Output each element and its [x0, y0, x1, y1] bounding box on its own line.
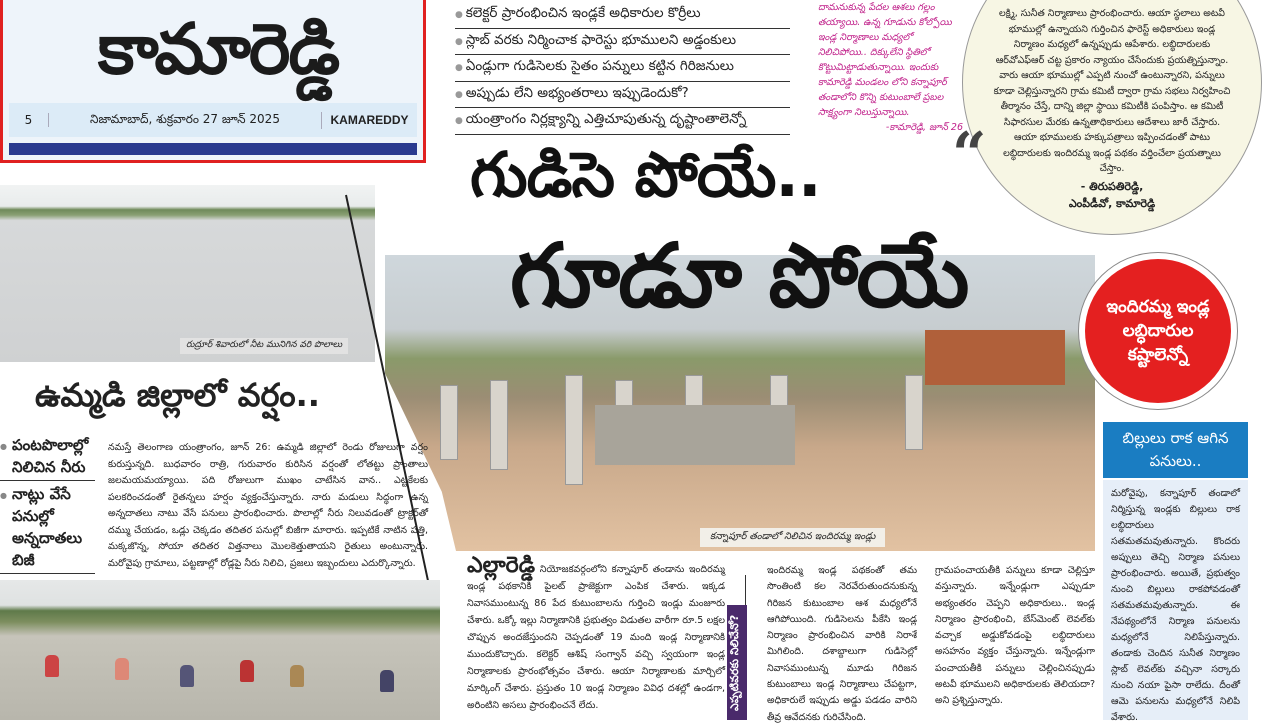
- quote-designation: ఎంపీడీవో, కామారెడ్డి: [1068, 196, 1156, 210]
- red-badge-text: ఇందిరమ్మ ఇండ్ల లబ్ధిదారుల కష్టాలెన్నో: [1085, 259, 1231, 403]
- sidebar-heading: బిల్లులు రాక ఆగిన పనులు..: [1103, 422, 1248, 478]
- rain-headline: ఉమ్మడి జిల్లాలో వర్షం..: [35, 376, 320, 414]
- masthead: [0, 0, 426, 163]
- intro-text: దామనుకున్న పేదల ఆశలు గల్లం తయ్యాయి. ఉన్న గూడును కోల్పోయి ఇండ్ల నిర్మాణాలు మధ్యలో నిలిచిపోయి.. దిక్కులేని స్థితిలో కొట్టుమిట్టాడుతున్నాయి. ఇందుకు కామారెడ్డి మండలం లోని కన్నాపూర్ తండాలోని కొన్ని కుటుంబాలే ప్రబల సాక్ష్యంగా నిలుస్తున్నాయి.: [818, 2, 952, 118]
- rain-point: ● పంటపొలాల్లో నిలిచిన నీరు: [0, 432, 95, 481]
- sidebar-text: మరోవైపు, కన్నాపూర్ తండాలో నిర్మిస్తున్న ఇండ్లకు బిల్లులు రాక లబ్ధిదారులు సతమతమవుతున్నారు. కొందరు అప్పులు తెచ్చి నిర్మాణ పనులు ప్రారంభించారు. అయితే, ప్రభుత్వం నుంచి బిల్లులు రాకపోవడంతో సతమతమవుతున్నారు. ఈ నేపథ్యంలోనే నిర్మాణ పనులను మధ్యలోనే నిలిపేస్తున్నారు. తండాకు చెందిన సునీత నిర్మాణం స్లాబ్ లెవల్‌కు వచ్చినా సర్కారు నుంచి నయా పైసా రాలేదు. దీంతో ఆమె పనులను మధ్యలోనే నిలిపి వేశారు.: [1103, 480, 1248, 720]
- newspaper-logo: కామారెడ్డి: [97, 8, 339, 90]
- quote-box: [962, 0, 1262, 235]
- article-column-2: ఇందిరమ్మ ఇండ్ల పథకంతో తమ సొంతింటి కల నెరవేరుతుందనుకున్న గిరిజన కుటుంబాల ఆశ మధ్యలోనే ఆగిపోయింది. గుడిసెలను పీకేసి ఇండ్ల నిర్మాణం ప్రారంభించిన వారికి నిరాశే మిగిలింది. దశాబ్దాలుగా గుడిసెల్లో నివాసముంటున్న మూడు గిరిజన కుటుంబాలు ఇండ్ల నిర్మాణాలు చేపట్టగా, అధికారులే ఇప్పుడు అడ్డు పడడం వారిని తీవ్ర ఆవేదనకు గురిచేసింది.: [767, 565, 917, 723]
- edition-info-bar: [9, 103, 417, 137]
- rain-point: ● నాట్లు వేసే పనుల్లో అన్నదాతలు బిజీ: [0, 481, 95, 574]
- masthead-bar: [9, 143, 417, 155]
- edition-name: KAMAREDDY: [330, 113, 409, 127]
- page-number: 5: [9, 113, 49, 127]
- quote-text: లక్ష్మి, సునీత నిర్మాణాలు ప్రారంభించారు. ఆయా స్థలాలు అటవీ భూముల్లో ఉన్నాయని గుర్తించిన ఫారెస్ట్ అధికారులు ఇండ్ల నిర్మాణం మధ్యలో ఉన్నప్పుడు ఆపేశారు. లబ్ధిదారులకు ఆర్‌వోఎఫ్ఆర్ చట్ట ప్రకారం న్యాయం చేసేందుకు ప్రయత్నిస్తున్నాం. వారు ఆయా భూముల్లో ఎప్పటి నుంచో ఉంటున్నారని, పన్నులు కూడా చెల్లిస్తున్నారని గ్రామ కమిటీ ద్వారా గ్రామ సభలు నిర్వహించి తీర్మానం చేస్తే, దాన్ని జిల్లా స్థాయి కమిటీకి పంపిస్తాం. ఆ కమిటీ సిఫారసుల మేరకు ఉన్నతాధికారులు ఆదేశాలు జారీ చేస్తారు. ఆయా భూములకు హక్కుపత్రాలు ఇప్పించడంతో పాటు లబ్ధిదారులకు ఇందిరమ్మ ఇండ్ల పథకం వర్తించేలా ప్రయత్నాలు చేస్తాం.: [993, 8, 1231, 174]
- dateline: నిజామాబాద్, శుక్రవారం 27 జూన్ 2025: [49, 112, 322, 129]
- paddy-planting-photo: [0, 580, 440, 720]
- bullet-item: ● ఏండ్లుగా గుడిసెలకు సైతం పన్నులు కట్టిన గిరిజనులు: [455, 55, 790, 82]
- headline-primary: గుడిసె పోయే..: [470, 138, 821, 211]
- bullet-item: ● కలెక్టర్ ప్రారంభించిన ఇండ్లకే అధికారుల కొర్రీలు: [455, 2, 790, 29]
- headline-secondary: గూడూ పోయే: [510, 224, 968, 327]
- rain-body: నమస్తే తెలంగాణ యంత్రాంగం, జూన్ 26: ఉమ్మడి జిల్లాలో రెండు రోజులుగా వర్షం కురుస్తున్నది. బుధవారం రాత్రి, గురువారం కురిసిన వర్షంతో లోతట్టు ప్రాంతాలు జలమయమయ్యాయి. పది రోజులుగా ముఖం చాటేసిన వాన.. ఎట్టకేలకు పలకరించడంతో రైతన్నలు హర్షం వ్యక్తంచేస్తున్నారు. నారు మడులు సిద్ధంగా ఉన్న అన్నదాతలు నాటు వేసే పనులు ప్రారంభించారు. పొలాల్లో నీరు నిలువడంతో ట్రాక్టర్‌తో దమ్ము చేయడం, ఒడ్లు చెక్కడం తదితర పనుల్లో బిజీగా మారారు. ఇప్పటికే నాటిన పత్తి, మక్కజొన్న, సోయా తదితర విత్తనాలు మొలకెత్తుతాయని రైతులు అంటున్నారు. మరోవైపు గ్రామాలు, పట్టణాల్లో రోడ్లపై నీరు నిలిచి, ప్రజలు ఇబ్బందులు ఎదుర్కొన్నారు.: [108, 442, 428, 569]
- intro-signoff: -కామారెడ్డి, జూన్ 26: [885, 122, 963, 133]
- bullet-item: ● అప్పుడు లేని అభ్యంతరాలు ఇప్పుడెందుకో?: [455, 82, 790, 109]
- quote-name: - తిరుపతిరెడ్డి,: [1080, 179, 1144, 193]
- vertical-label: ఎప్పటివరకు నిలిచేనో?: [727, 605, 747, 720]
- headline-bullets: [455, 2, 790, 135]
- article-col1-text: నియోజకవర్గంలోని కన్నాపూర్ తండాను ఇందిరమ్మ ఇండ్ల పథకానికి పైలట్ ప్రాజెక్టుగా ఎంపిక చేశారు. ఇక్కడ నివాసముంటున్న 86 పేద కుటుంబాలను గుర్తించి ఇండ్లు మంజూరు చేశారు. ఒక్కో ఇల్లు నిర్మాణానికి ప్రభుత్వం విడుతల వారీగా రూ.5 లక్షల చొప్పున అందజేస్తుందని చెప్పడంతో 19 మంది ఇండ్ల నిర్మాణానికి ముందుకొచ్చారు. కలెక్టర్ ఆశిష్ సంగ్వాన్ వచ్చి స్వయంగా ఇండ్ల నిర్మాణాలకు ప్రారంభోత్సవం చేశారు. ఆయా నిర్మాణాలకు మార్చిలో మార్కింగ్ చేశారు. ప్రస్తుతం 10 ఇండ్ల నిర్మాణం వివిధ దశల్లో ఉండగా, అరింటిని అసలు ప్రారంభించనే లేదు.: [467, 564, 725, 711]
- flooded-field-caption: రుద్రూర్ శివారులో నీట మునిగిన వరి పొలాలు: [180, 338, 348, 354]
- rain-side-points: [0, 432, 95, 574]
- article-lead: ఎల్లారెడ్డి: [467, 553, 536, 578]
- main-photo-caption: కన్నాపూర్ తండాలో నిలిచిన ఇందిరమ్మ ఇండ్లు: [700, 528, 885, 547]
- flooded-field-photo: [0, 185, 375, 362]
- article-column-3: గ్రామపంచాయతీకి పన్నులు కూడా చెల్లిస్తూ వస్తున్నారు. ఇన్నేండ్లుగా ఎప్పుడూ అభ్యంతరం చెప్పని అధికారులు.. ఇండ్ల నిర్మాణం ప్రారంభించి, బేస్‌మెంట్ లెవల్‌కు వచ్చాక అడ్డుకోవడంపై లబ్ధిదారులు అసహనం వ్యక్తం చేస్తున్నారు. ఇన్నేండ్లుగా పంచాయతీకి పన్నులు చెల్లించినప్పుడు అటవీ భూములని అధికారులకు తెలియదా? అని ప్రశ్నిస్తున్నారు.: [935, 565, 1095, 707]
- quote-mark-icon: “: [952, 120, 987, 190]
- bullet-item: ● యంత్రాంగం నిర్లక్ష్యాన్ని ఎత్తిచూపుతున్న దృష్టాంతాలెన్నో: [455, 108, 790, 135]
- article-column-1: [467, 555, 725, 714]
- red-badge: [1078, 252, 1238, 410]
- bullet-item: ● స్లాబ్ వరకు నిర్మించాక ఫారెస్టు భూములని అడ్డంకులు: [455, 29, 790, 56]
- intro-column: [818, 0, 963, 135]
